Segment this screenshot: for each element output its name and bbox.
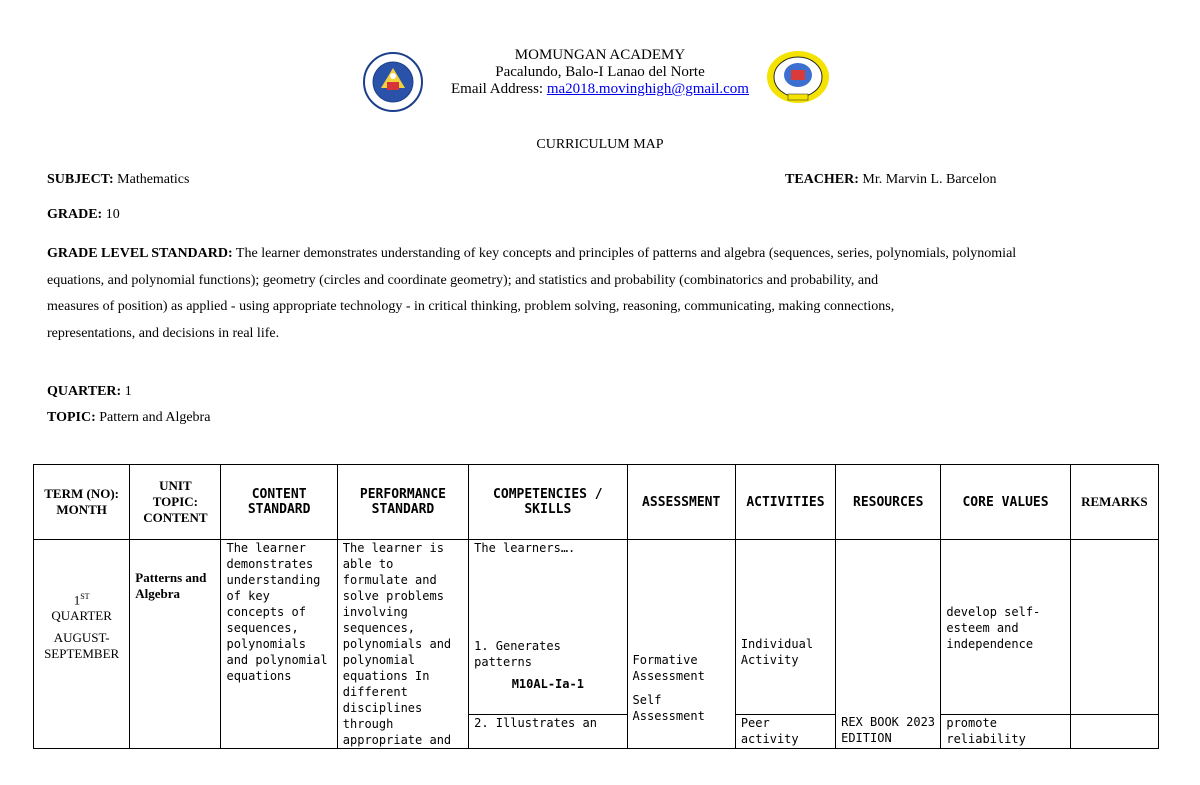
school-name: MOMUNGAN ACADEMY	[514, 47, 686, 63]
header-core-values: CORE VALUES	[941, 465, 1070, 540]
competency-2: 2. Illustrates an	[469, 714, 627, 749]
core-value-1: develop self-esteem and independence	[946, 605, 1041, 651]
topic-label: TOPIC:	[47, 410, 96, 425]
header-performance-standard: PERFORMANCE STANDARD	[337, 465, 468, 540]
resource-cell	[836, 540, 941, 749]
page-title: CURRICULUM MAP	[536, 137, 664, 152]
activity-cell	[735, 540, 835, 715]
gls-line-1: The learner demonstrates understanding of key concepts and principles of patterns and algebra (sequences, series, polynomials, polynomial	[235, 246, 1017, 261]
competency-cell	[469, 540, 627, 715]
core-value-2: promote reliability	[941, 714, 1070, 749]
activity-2: Peer activity	[735, 714, 835, 749]
email-link[interactable]: ma2018.movinghigh@gmail.com	[546, 81, 749, 97]
competency-1-code: M10AL-Ia-1	[511, 677, 584, 691]
term-quarter: QUARTER	[51, 608, 112, 624]
competency-1: 1. Generates patterns	[474, 639, 561, 669]
gls-line-3: measures of position) as applied - using appropriate technology - in critical thinking, problem solving, reasoning, communicating, making connections,	[47, 299, 895, 314]
assessment-1: Formative Assessment	[632, 653, 705, 683]
quarter-label: QUARTER:	[47, 384, 122, 399]
curriculum-table	[33, 464, 1159, 749]
remarks-cell-2	[1070, 714, 1158, 749]
teacher-value: Mr. Marvin L. Barcelon	[862, 172, 997, 187]
teacher-label: TEACHER:	[785, 172, 859, 187]
unit-cell	[130, 540, 221, 749]
topic-value: Pattern and Algebra	[99, 410, 211, 425]
header-unit: UNIT TOPIC: CONTENT	[130, 465, 221, 540]
school-address: Pacalundo, Balo-I Lanao del Norte	[495, 64, 705, 80]
table-header-row	[34, 465, 1159, 540]
grade-level-standard	[47, 241, 1147, 347]
competency-intro: The learners….	[474, 541, 576, 555]
assessment-cell	[627, 540, 735, 749]
header-activities: ACTIVITIES	[735, 465, 835, 540]
gls-label: GRADE LEVEL STANDARD:	[47, 246, 233, 261]
performance-standard-cell: The learner is able to formulate and solve problems involving sequences, polynomials and polynomial equations In different disciplines through appropriate and	[337, 540, 468, 749]
gls-line-2: equations, and polynomial functions); geometry (circles and coordinate geometry); and statistics and probability (combinatorics and probability, and	[47, 272, 879, 288]
header-assessment: ASSESSMENT	[627, 465, 735, 540]
subject-field	[47, 172, 189, 188]
header-term: TERM (NO): MONTH	[34, 465, 130, 540]
content-standard-cell: The learner demonstrates understanding of key concepts of sequences, polynomials and polynomial equations	[221, 540, 337, 749]
grade-field	[47, 207, 120, 223]
unit-topic: Patterns and Algebra	[135, 570, 207, 601]
term-month: AUGUST-SEPTEMBER	[44, 630, 120, 662]
email-label: Email Address:	[451, 81, 544, 97]
grade-value: 10	[105, 207, 120, 222]
grade-label: GRADE:	[47, 207, 103, 222]
email-line	[0, 81, 1200, 98]
quarter-value: 1	[124, 384, 132, 399]
table-row	[34, 540, 1159, 715]
activity-1: Individual Activity	[740, 637, 814, 667]
subject-label: SUBJECT:	[47, 172, 114, 187]
topic-field	[47, 410, 210, 426]
resource: REX BOOK 2023 EDITION	[841, 715, 936, 745]
term-number: 1ST	[73, 592, 90, 608]
remarks-cell	[1070, 540, 1158, 715]
assessment-2: Self Assessment	[632, 693, 705, 723]
header-competencies: COMPETENCIES / SKILLS	[469, 465, 627, 540]
letterhead	[0, 47, 1200, 98]
subject-value: Mathematics	[117, 172, 190, 187]
gls-line-4: representations, and decisions in real life.	[47, 325, 280, 341]
term-cell	[34, 540, 130, 749]
quarter-field	[47, 384, 132, 400]
header-remarks: REMARKS	[1070, 465, 1158, 540]
header-resources: RESOURCES	[836, 465, 941, 540]
teacher-field	[785, 172, 997, 188]
header-content-standard: CONTENT STANDARD	[221, 465, 337, 540]
core-values-cell	[941, 540, 1070, 715]
